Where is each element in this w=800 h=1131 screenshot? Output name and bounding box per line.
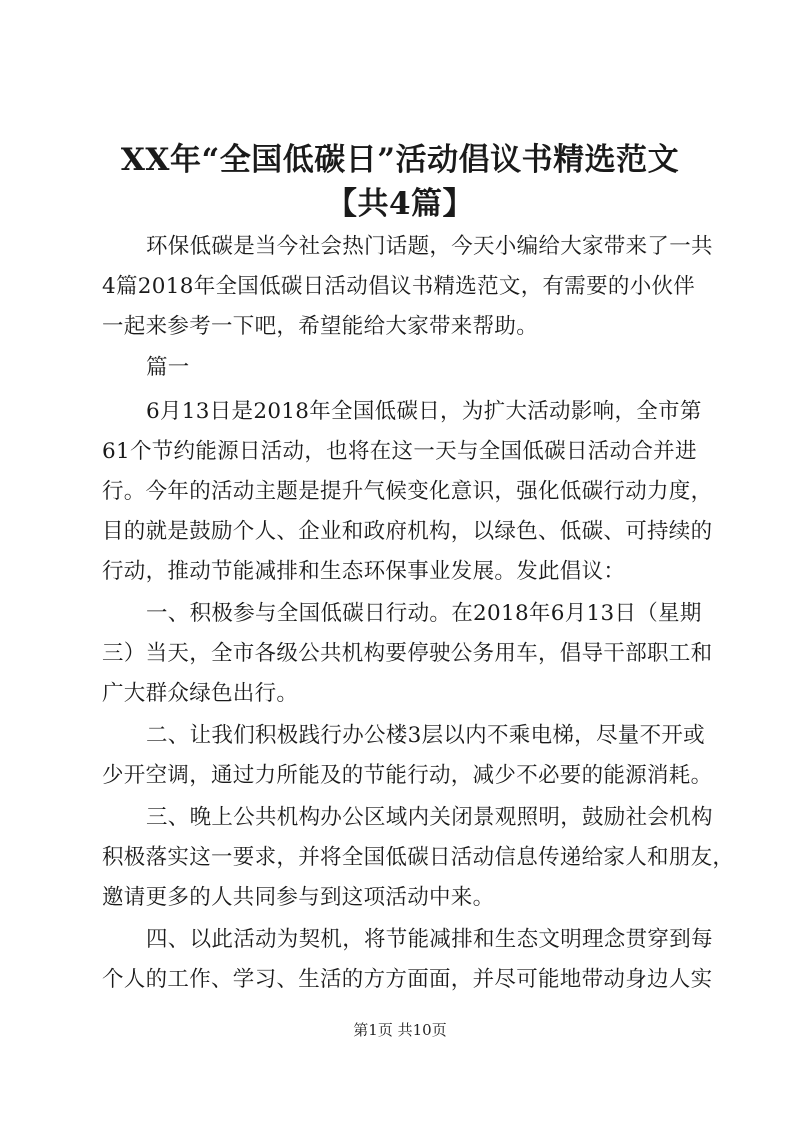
document-title-line-2: 【共4篇】 — [325, 186, 475, 222]
paragraph-line: 61个节约能源日活动，也将在这一天与全国低碳日活动合并进 — [102, 439, 697, 464]
paragraph-line: 三）当天，全市各级公共机构要停驶公务用车，倡导干部职工和 — [102, 641, 713, 666]
paragraph-line: 目的就是鼓励个人、企业和政府机构，以绿色、低碳、可持续的 — [102, 519, 713, 544]
paragraph-line: 一、积极参与全国低碳日行动。在2018年6月13日（星期 — [146, 601, 702, 626]
document-title-line-1: XX年“全国低碳日”活动倡议书精选范文 — [120, 142, 680, 178]
paragraph-line: 行动，推动节能减排和生态环保事业发展。发此倡议： — [102, 559, 626, 584]
page-number-footer: 第1页 共10页 — [353, 1021, 447, 1039]
paragraph-line: 三、晚上公共机构办公区域内关闭景观照明，鼓励社会机构 — [146, 805, 713, 830]
paragraph-line: 邀请更多的人共同参与到这项活动中来。 — [102, 885, 495, 910]
paragraph-line: 二、让我们积极践行办公楼3层以内不乘电梯，尽量不开或 — [146, 723, 705, 748]
paragraph-line: 积极落实这一要求，并将全国低碳日活动信息传递给家人和朋友， — [102, 845, 735, 870]
paragraph-line: 行。今年的活动主题是提升气候变化意识，强化低碳行动力度， — [102, 479, 713, 504]
paragraph-line: 广大群众绿色出行。 — [102, 681, 299, 706]
paragraph-line: 6月13日是2018年全国低碳日，为扩大活动影响，全市第 — [146, 399, 702, 424]
paragraph-line: 少开空调，通过力所能及的节能行动，减少不必要的能源消耗。 — [102, 763, 713, 788]
paragraph-line: 四、以此活动为契机，将节能减排和生态文明理念贯穿到每 — [146, 927, 713, 952]
paragraph-line: 环保低碳是当今社会热门话题，今天小编给大家带来了一共 — [146, 234, 713, 259]
section-heading: 篇一 — [146, 355, 190, 380]
paragraph-line: 一起来参考一下吧，希望能给大家带来帮助。 — [102, 314, 539, 339]
paragraph-line: 4篇2018年全国低碳日活动倡议书精选范文，有需要的小伙伴 — [102, 274, 696, 299]
paragraph-line: 个人的工作、学习、生活的方方面面，并尽可能地带动身边人实 — [102, 967, 713, 992]
